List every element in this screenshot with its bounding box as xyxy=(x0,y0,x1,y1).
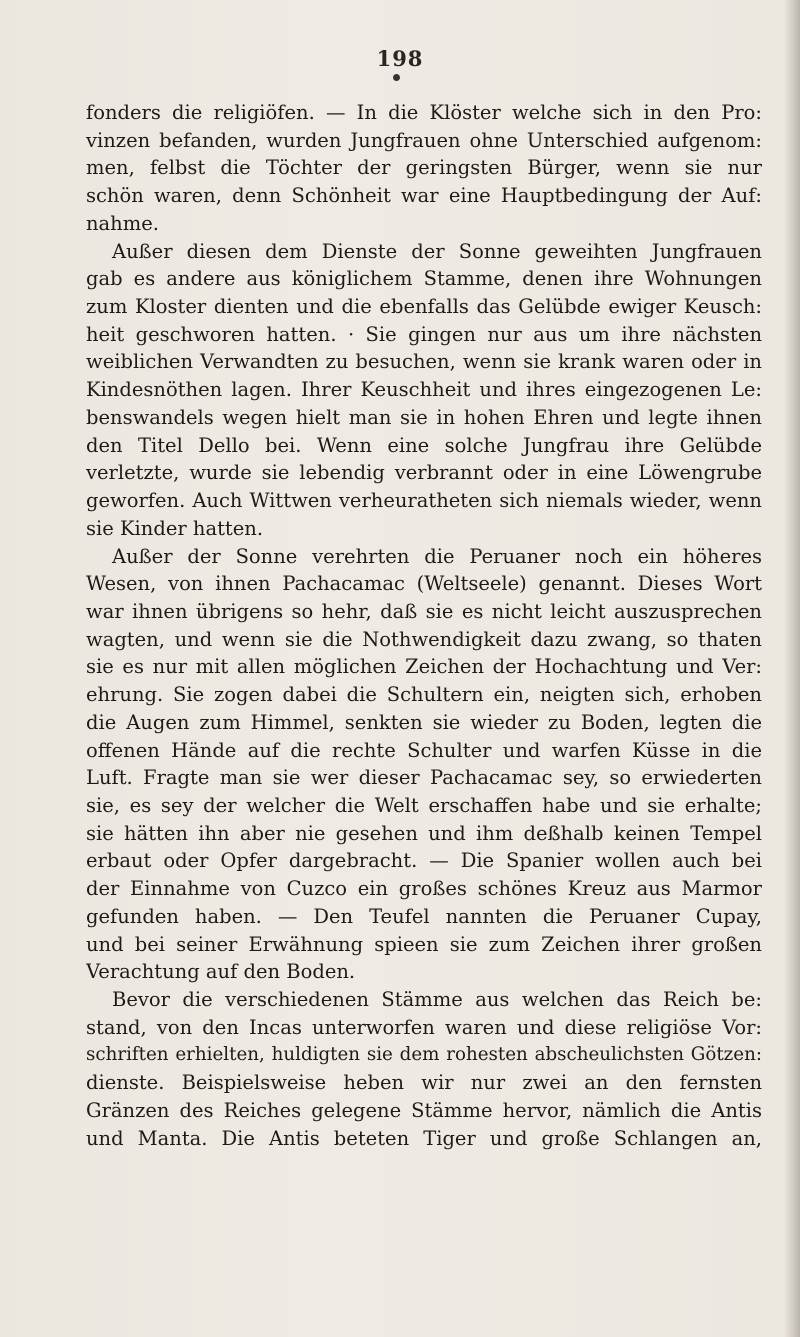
text-line: sie, es sey der welcher die Welt erschaffen habe und sie erhalte; xyxy=(86,793,762,817)
text-line: die Augen zum Himmel, senkten sie wieder zu Boden, legten die xyxy=(86,710,762,734)
text-line: und bei seiner Erwähnung spieen sie zum Zeichen ihrer großen xyxy=(86,932,762,956)
text-line: schön waren, denn Schönheit war eine Hauptbedingung der Auf: xyxy=(86,184,762,208)
text-line: geworfen. Auch Wittwen verheuratheten sich niemals wieder, wenn xyxy=(86,489,762,513)
text-line: sie Kinder hatten. xyxy=(86,516,264,540)
text-line: erbaut oder Opfer dargebracht. — Die Spanier wollen auch bei xyxy=(86,849,762,873)
text-line: stand, von den Incas unterworfen waren und diese religiöse Vor: xyxy=(86,1015,762,1039)
text-line: nahme. xyxy=(86,211,159,235)
text-line: Luft. Fragte man sie wer dieser Pachacamac sey, so erwiederten xyxy=(86,766,762,790)
text-line: und Manta. Die Antis beteten Tiger und große Schlangen an, xyxy=(86,1126,762,1150)
text-line: Verachtung auf den Boden. xyxy=(86,960,356,984)
text-line: Gränzen des Reiches gelegene Stämme hervor, nämlich die Antis xyxy=(86,1098,762,1122)
text-line: sie hätten ihn aber nie gesehen und ihm deßhalb keinen Tempel xyxy=(86,821,762,845)
text-line: Bevor die verschiedenen Stämme aus welchen das Reich be: xyxy=(112,988,762,1011)
text-line: ehrung. Sie zogen dabei die Schultern ein, neigten sich, erhoben xyxy=(86,683,762,707)
text-line: offenen Hände auf die rechte Schulter und warfen Küsse in die xyxy=(86,738,762,762)
text-line: gab es andere aus königlichem Stamme, denen ihre Wohnungen xyxy=(86,267,762,291)
page-number: 198 xyxy=(376,46,424,71)
text-line: heit geschworen hatten. · Sie gingen nur aus um ihre nächsten xyxy=(86,322,762,346)
text-line: dienste. Beispielsweise heben wir nur zwei an den fernsten xyxy=(86,1071,762,1095)
text-line: men, felbst die Töchter der geringsten Bürger, wenn sie nur xyxy=(86,156,762,180)
text-line: der Einnahme von Cuzco ein großes schönes Kreuz aus Marmor xyxy=(86,877,762,901)
text-line: Außer der Sonne verehrten die Peruaner noch ein höheres xyxy=(112,544,762,568)
text-line: fonders die religiöfen. — In die Klöster welche sich in den Pro: xyxy=(86,101,762,124)
body-text xyxy=(86,99,762,1152)
text-line: schriften erhielten, huldigten sie dem rohesten abscheulichsten Götzen: xyxy=(86,1044,762,1066)
text-line: sie es nur mit allen möglichen Zeichen der Hochachtung und Ver: xyxy=(86,655,762,679)
text-line: Wesen, von ihnen Pachacamac (Weltseele) genannt. Dieses Wort xyxy=(86,572,762,596)
text-line: vinzen befanden, wurden Jungfrauen ohne Unterschied aufgenom: xyxy=(86,128,762,152)
text-line: den Titel Dello bei. Wenn eine solche Jungfrau ihre Gelübde xyxy=(86,433,762,457)
text-line: benswandels wegen hielt man sie in hohen Ehren und legte ihnen xyxy=(86,405,762,429)
text-line: zum Kloster dienten und die ebenfalls das Gelübde ewiger Keusch: xyxy=(86,295,762,319)
page-edge-shadow xyxy=(784,0,800,1337)
text-line: gefunden haben. — Den Teufel nannten die Peruaner Cupay, xyxy=(86,904,762,928)
text-line: Kindesnöthen lagen. Ihrer Keuschheit und ihres eingezogenen Le: xyxy=(86,378,762,402)
text-line: wagten, und wenn sie die Nothwendigkeit dazu zwang, so thaten xyxy=(86,627,762,651)
text-line: verletzte, wurde sie lebendig verbrannt oder in eine Löwengrube xyxy=(86,461,762,485)
text-line: war ihnen übrigens so hehr, daß sie es nicht leicht auszusprechen xyxy=(86,599,762,623)
text-line: Außer diesen dem Dienste der Sonne geweihten Jungfrauen xyxy=(112,239,762,263)
text-line: weiblichen Verwandten zu besuchen, wenn sie krank waren oder in xyxy=(86,350,762,374)
page-number-ornament xyxy=(393,74,400,81)
